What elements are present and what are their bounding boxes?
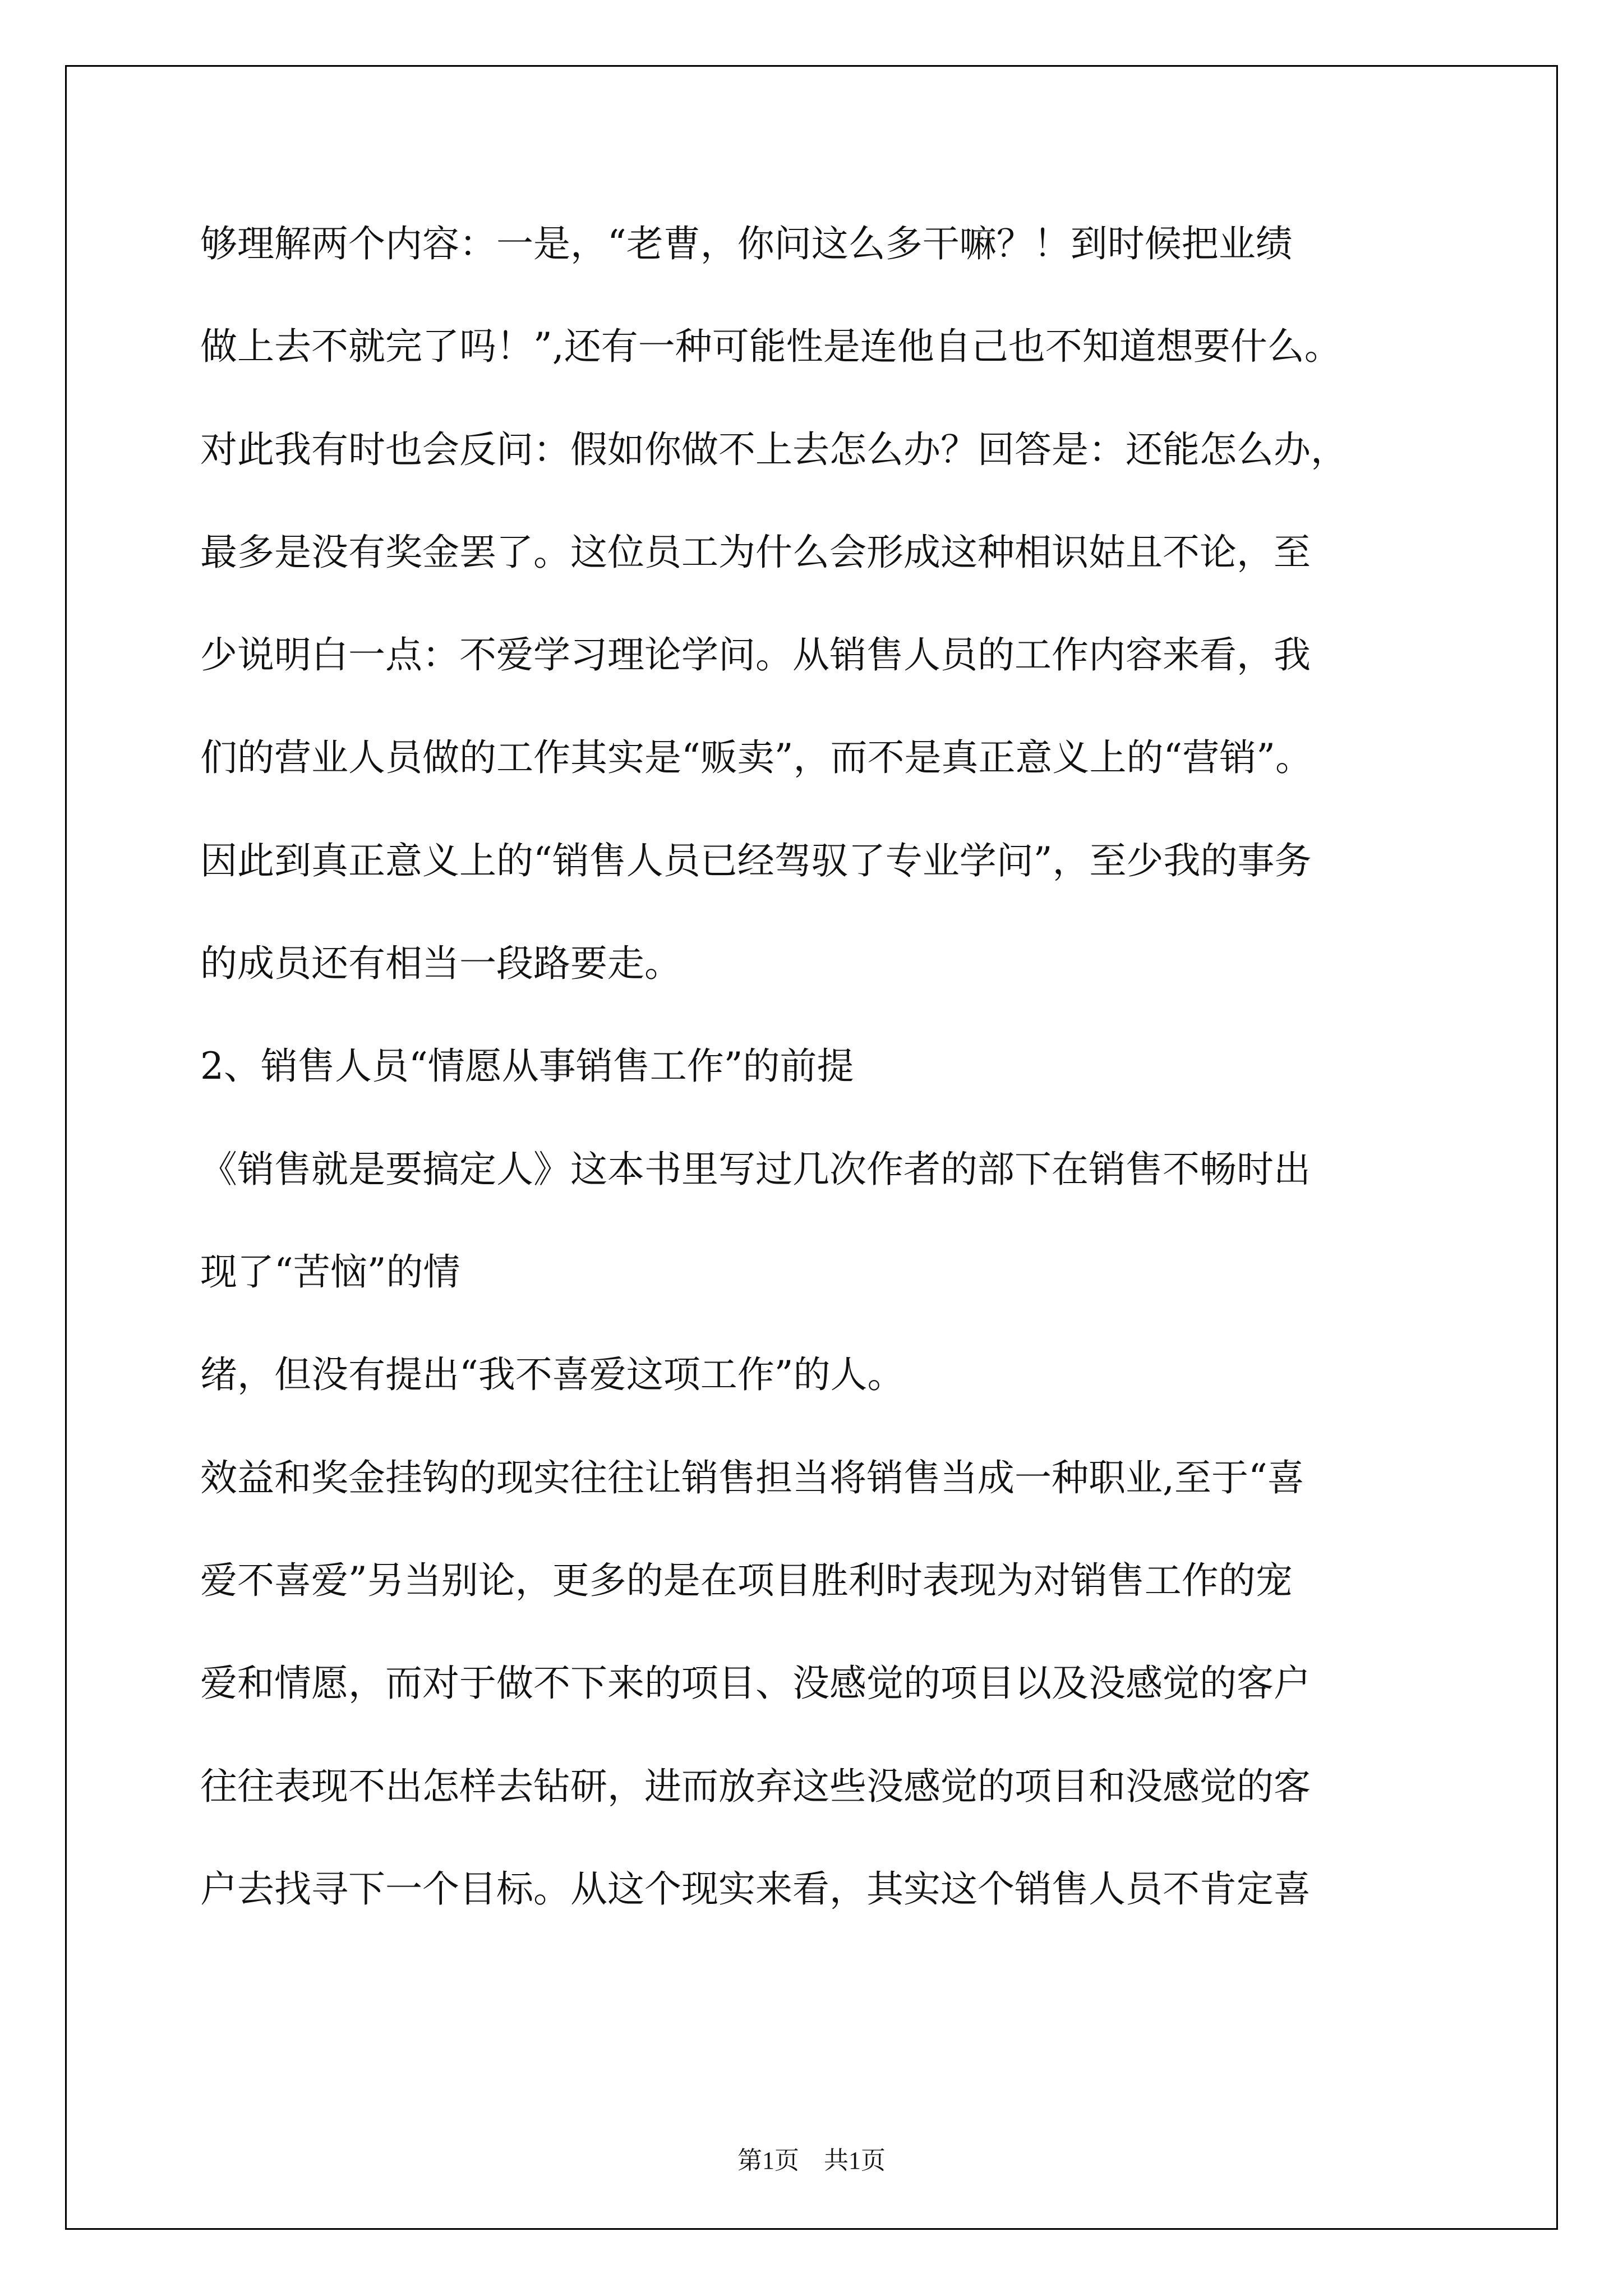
text-line: 现了“苦恼”的情 [200,1250,460,1294]
text-line: 户去找寻下一个目标。从这个现实来看，其实这个销售人员不肯定喜 [200,1867,1311,1911]
text-line: 效益和奖金挂钩的现实往往让销售担当将销售当成一种职业,至于“喜 [200,1456,1304,1499]
text-line: 做上去不就完了吗！”,还有一种可能性是连他自己也不知道想要什么。 [200,325,1341,368]
text-line: 爱和情愿，而对于做不下来的项目、没感觉的项目以及没感觉的客户 [200,1662,1311,1705]
text-line: 爱不喜爱”另当别论，更多的是在项目胜利时表现为对销售工作的宠 [200,1559,1293,1602]
text-line: 的成员还有相当一段路要走。 [200,942,681,985]
text-line: 对此我有时也会反问：假如你做不上去怎么办？回答是：还能怎么办， [200,428,1348,471]
text-line: 最多是没有奖金罢了。这位员工为什么会形成这种相识姑且不论，至 [200,531,1311,574]
text-line: 《销售就是要搞定人》这本书里写过几次作者的部下在销售不畅时出 [200,1148,1311,1191]
text-line: 往往表现不出怎样去钻研，进而放弃这些没感觉的项目和没感觉的客 [200,1765,1311,1808]
text-line: 们的营业人员做的工作其实是“贩卖”，而不是真正意义上的“营销”。 [200,736,1312,779]
section-heading: 2、销售人员“情愿从事销售工作”的前提 [200,1045,854,1088]
text-line: 绪，但没有提出“我不喜爱这项工作”的人。 [200,1353,905,1396]
text-line: 够理解两个内容：一是，“老曹，你问这么多干嘛？！到时候把业绩 [200,222,1293,265]
text-line: 少说明白一点：不爱学习理论学问。从销售人员的工作内容来看，我 [200,633,1311,677]
text-line: 因此到真正意义上的“销售人员已经驾驭了专业学问”，至少我的事务 [200,839,1312,882]
page-number-footer: 第1页 共1页 [737,2147,886,2174]
